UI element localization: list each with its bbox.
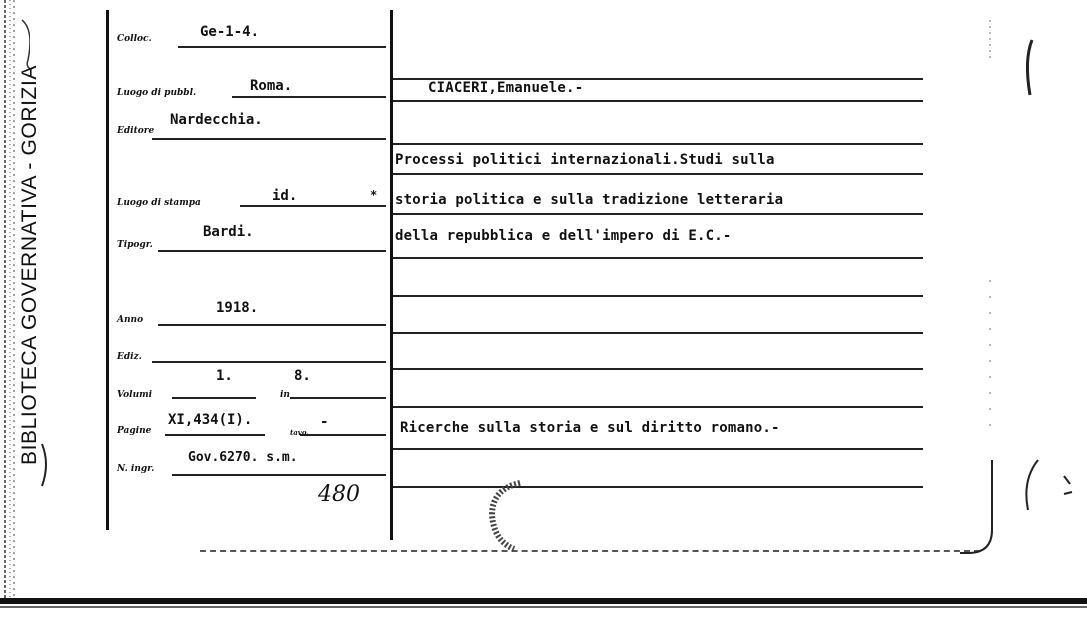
label-in: in bbox=[280, 390, 290, 400]
author-heading: CIACERI,Emanuele.- bbox=[428, 80, 584, 96]
punch-hole-mark bbox=[38, 440, 58, 490]
value-colloc: Ge-1-4. bbox=[200, 24, 260, 40]
handwritten-number: 480 bbox=[318, 482, 360, 507]
scan-bottom-band bbox=[0, 598, 1087, 604]
rule-right-10 bbox=[393, 406, 923, 408]
asterisk-mark: * bbox=[370, 188, 378, 202]
label-tipogr: Tipogr. bbox=[117, 240, 153, 250]
rule-pagine bbox=[165, 434, 265, 436]
rule-n-ingr bbox=[172, 474, 386, 476]
title-line-3: della repubblica e dell'impero di E.C.- bbox=[395, 228, 732, 244]
value-luogo-pubbl: Roma. bbox=[250, 78, 293, 94]
value-in: 8. bbox=[294, 368, 311, 384]
rule-right-2 bbox=[393, 100, 923, 102]
value-editore: Nardecchia. bbox=[170, 112, 263, 128]
rule-right-12 bbox=[393, 486, 923, 488]
rule-luogo-pubbl bbox=[232, 96, 386, 98]
label-n-ingr: N. ingr. bbox=[117, 464, 155, 474]
rule-right-7 bbox=[393, 295, 923, 297]
rule-right-8 bbox=[393, 332, 923, 334]
value-luogo-stampa: id. bbox=[272, 188, 298, 204]
card-right-edge bbox=[960, 0, 1080, 628]
label-editore: Editore bbox=[117, 126, 155, 136]
institution-stamp: BIBLIOTECA GOVERNATIVA - GORIZIA bbox=[18, 65, 41, 465]
label-volumi: Volumi bbox=[117, 390, 153, 400]
rule-anno bbox=[158, 324, 386, 326]
value-pagine: XI,434(I). bbox=[168, 412, 253, 428]
value-n-ingr: Gov.6270. s.m. bbox=[188, 450, 298, 465]
scan-bottom-band-light bbox=[0, 606, 1087, 608]
label-luogo-pubbl: Luogo di pubbl. bbox=[117, 88, 197, 98]
label-pagine: Pagine bbox=[117, 426, 152, 436]
ink-smudge bbox=[480, 475, 540, 555]
rule-luogo-stampa bbox=[240, 205, 386, 207]
rule-volumi bbox=[172, 397, 256, 399]
rule-right-11 bbox=[393, 448, 923, 450]
rule-right-6 bbox=[393, 257, 923, 259]
bottom-dashed-rule bbox=[200, 550, 980, 552]
label-luogo-stampa: Luogo di stampa bbox=[117, 198, 201, 208]
rule-ediz bbox=[152, 361, 386, 363]
label-tavole: tavo. bbox=[290, 428, 309, 437]
value-tavole: - bbox=[320, 414, 329, 430]
rule-tipogr bbox=[158, 250, 386, 252]
rule-right-5 bbox=[393, 213, 923, 215]
title-line-2: storia politica e sulla tradizione letteraria bbox=[395, 192, 784, 208]
rule-right-9 bbox=[393, 368, 923, 370]
rule-editore bbox=[152, 138, 386, 140]
title-line-1: Processi politici internazionali.Studi sulla bbox=[395, 152, 775, 168]
value-tipogr: Bardi. bbox=[203, 224, 254, 240]
rule-tavole bbox=[300, 434, 386, 436]
middle-vertical-rule bbox=[390, 10, 393, 540]
value-anno: 1918. bbox=[216, 300, 259, 316]
left-vertical-rule bbox=[106, 10, 109, 530]
series-note: Ricerche sulla storia e sul diritto romano.- bbox=[400, 420, 780, 436]
rule-right-3 bbox=[393, 143, 923, 145]
rule-right-4 bbox=[393, 173, 923, 175]
rule-in bbox=[290, 397, 386, 399]
label-anno: Anno bbox=[117, 315, 144, 325]
label-colloc: Colloc. bbox=[117, 34, 152, 44]
value-volumi: 1. bbox=[216, 368, 233, 384]
label-ediz: Ediz. bbox=[117, 352, 142, 362]
rule-colloc bbox=[178, 46, 386, 48]
